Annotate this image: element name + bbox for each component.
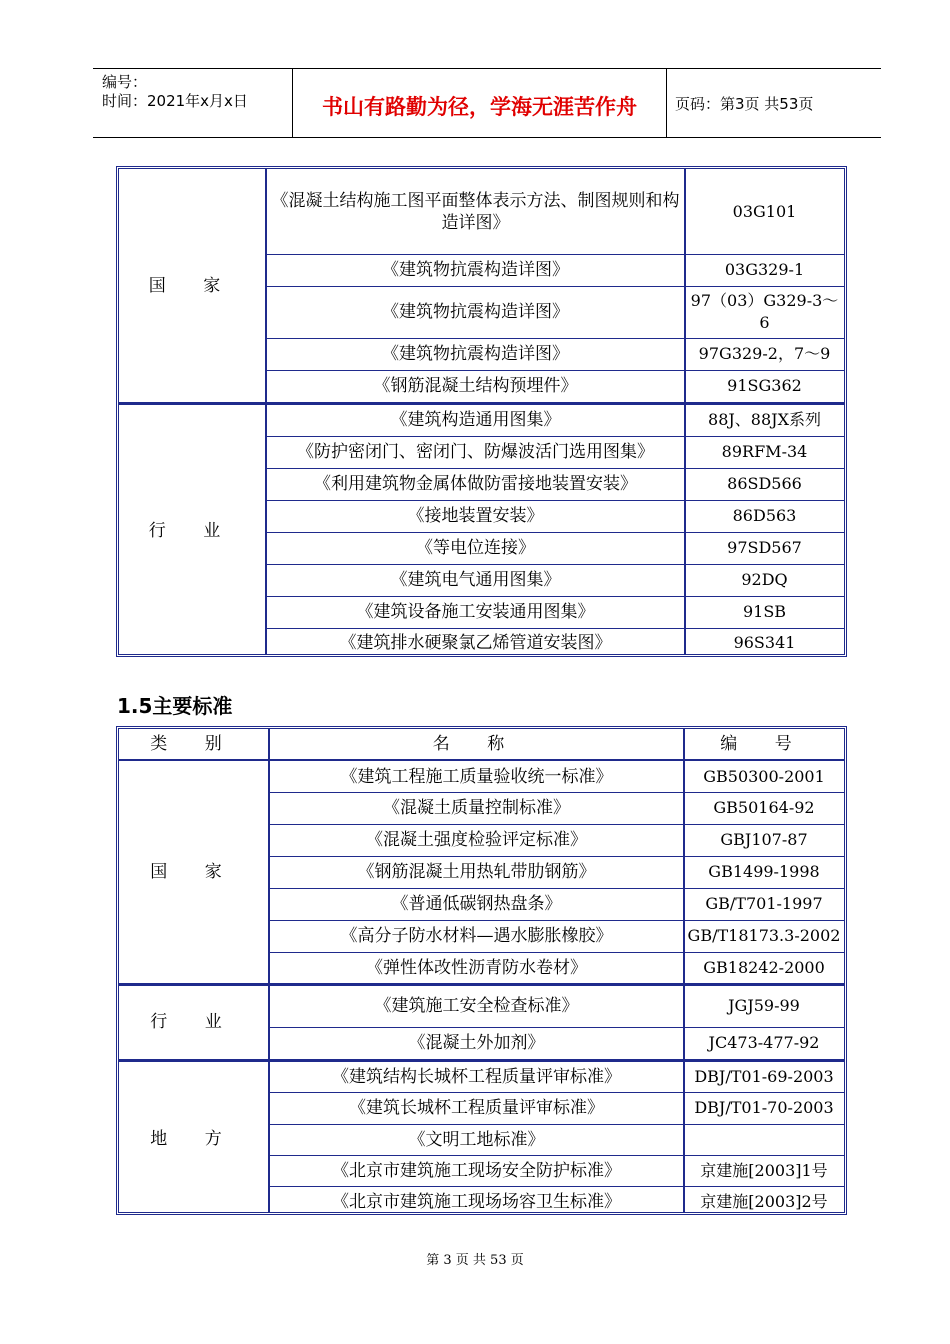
standard-code: JC473-477-92 bbox=[708, 1033, 820, 1052]
standard-code: GB50300-2001 bbox=[703, 766, 825, 786]
main-standards-table bbox=[116, 726, 847, 1215]
standard-code: 91SG362 bbox=[727, 376, 802, 395]
column-divider bbox=[683, 729, 685, 1212]
standard-code: GB1499-1998 bbox=[708, 862, 820, 881]
standard-code: 97G329-2，7～9 bbox=[698, 344, 831, 363]
standard-name: 《等电位连接》 bbox=[416, 538, 535, 558]
standard-code: 92DQ bbox=[741, 570, 788, 589]
number-label: 编号： bbox=[102, 73, 148, 91]
standard-name: 《建筑长城杯工程质量评审标准》 bbox=[349, 1098, 604, 1118]
standard-name: 《利用建筑物金属体做防雷接地装置安装》 bbox=[314, 474, 637, 494]
name-header: 名 称 bbox=[432, 734, 521, 754]
standard-name: 《建筑物抗震构造详图》 bbox=[382, 302, 569, 322]
standard-code: JGJ59-99 bbox=[728, 996, 800, 1015]
standard-code: DBJ/T01-69-2003 bbox=[694, 1066, 834, 1086]
category-cell: 地 方 bbox=[150, 1129, 238, 1149]
standard-code: 97SD567 bbox=[727, 538, 802, 557]
standard-name: 《建筑排水硬聚氯乙烯管道安装图》 bbox=[339, 633, 612, 653]
section-title: 1.5主要标准 bbox=[117, 694, 233, 718]
standard-code: 89RFM-34 bbox=[721, 442, 808, 461]
standard-name: 《北京市建筑施工现场安全防护标准》 bbox=[332, 1160, 621, 1181]
standard-code bbox=[686, 1124, 842, 1155]
standard-name: 《建筑设备施工安装通用图集》 bbox=[356, 602, 595, 622]
standard-name: 《建筑构造通用图集》 bbox=[390, 410, 561, 430]
standard-code: 96S341 bbox=[733, 633, 796, 652]
page-footer: 第 3 页 共 53 页 bbox=[426, 1253, 524, 1268]
standard-code: 京建施[2003]1号 bbox=[700, 1160, 828, 1180]
time-label: 时间：2021年x月x日 bbox=[102, 92, 248, 110]
standard-code: 03G101 bbox=[732, 201, 797, 221]
header-motto: 书山有路勤为径，学海无涯苦作舟 bbox=[322, 95, 637, 119]
standard-code: GB/T701-1997 bbox=[705, 894, 823, 913]
category-cell: 国 家 bbox=[148, 275, 237, 296]
standard-code: 京建施[2003]2号 bbox=[700, 1191, 828, 1211]
standard-code: 91SB bbox=[742, 602, 787, 621]
category-header: 类 别 bbox=[150, 734, 238, 754]
standard-code: 97（03）G329-3～6 bbox=[690, 291, 839, 332]
standard-name: 《钢筋混凝土结构预埋件》 bbox=[373, 376, 578, 396]
standard-code: GB50164-92 bbox=[713, 798, 815, 817]
standard-code: 03G329-1 bbox=[724, 260, 805, 279]
standard-name: 《建筑施工安全检查标准》 bbox=[374, 996, 579, 1016]
standard-name: 《防护密闭门、密闭门、防爆波活门选用图集》 bbox=[297, 442, 654, 462]
page-header bbox=[93, 68, 881, 138]
standard-code: 86SD566 bbox=[727, 474, 802, 493]
column-divider bbox=[684, 169, 686, 654]
standard-name: 《高分子防水材料—遇水膨胀橡胶》 bbox=[340, 926, 613, 946]
standard-name: 《建筑工程施工质量验收统一标准》 bbox=[340, 766, 613, 787]
category-cell: 国 家 bbox=[150, 862, 238, 882]
standard-name: 《混凝土外加剂》 bbox=[408, 1033, 545, 1053]
standard-code: GBJ107-87 bbox=[720, 830, 808, 849]
standard-name: 《接地装置安装》 bbox=[407, 506, 544, 526]
standard-code: GB/T18173.3-2002 bbox=[687, 926, 841, 945]
standard-name: 《普通低碳钢热盘条》 bbox=[391, 894, 562, 914]
standard-name: 《钢筋混凝土用热轧带肋钢筋》 bbox=[357, 862, 596, 882]
standard-name: 《建筑电气通用图集》 bbox=[390, 570, 561, 590]
standard-name: 《北京市建筑施工现场场容卫生标准》 bbox=[332, 1191, 621, 1212]
standards-atlas-table bbox=[116, 166, 847, 657]
standard-name: 《弹性体改性沥青防水卷材》 bbox=[366, 957, 587, 978]
standard-name: 《混凝土结构施工图平面整体表示方法、制图规则和构造详图》 bbox=[271, 190, 680, 233]
header-page-number: 页码：第3页 共53页 bbox=[675, 95, 814, 113]
header-divider bbox=[666, 69, 667, 137]
category-cell: 行 业 bbox=[150, 1012, 238, 1032]
standard-name: 《建筑物抗震构造详图》 bbox=[382, 344, 569, 364]
standard-code: 86D563 bbox=[732, 506, 797, 525]
standard-name: 《建筑物抗震构造详图》 bbox=[382, 260, 569, 280]
standard-code: 88J、88JX系列 bbox=[708, 410, 821, 429]
category-cell: 行 业 bbox=[148, 521, 237, 541]
standard-code: GB18242-2000 bbox=[703, 957, 825, 977]
standard-name: 《混凝土强度检验评定标准》 bbox=[366, 830, 587, 850]
standard-name: 《混凝土质量控制标准》 bbox=[383, 798, 570, 818]
standard-code: DBJ/T01-70-2003 bbox=[694, 1098, 834, 1117]
header-meta bbox=[102, 73, 248, 111]
code-header: 编 号 bbox=[720, 734, 808, 754]
standard-name: 《建筑结构长城杯工程质量评审标准》 bbox=[332, 1066, 621, 1087]
standard-name: 《文明工地标准》 bbox=[408, 1129, 545, 1150]
